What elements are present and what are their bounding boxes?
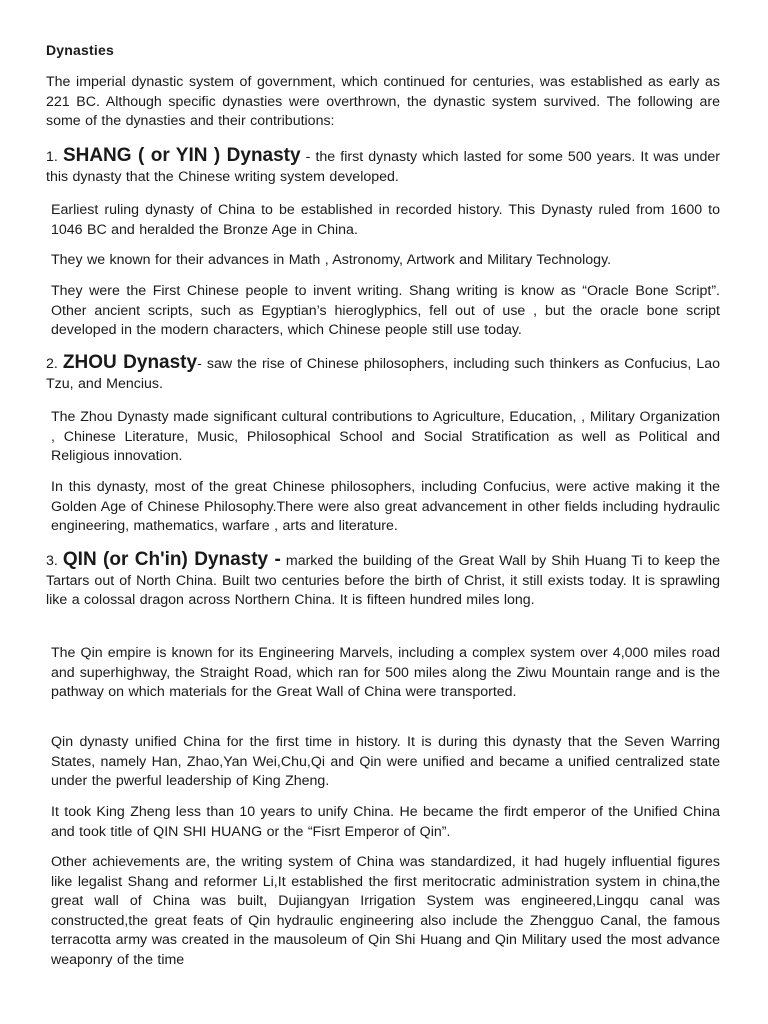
dynasty-number: 2. <box>46 356 58 372</box>
qin-paragraph-3: It took King Zheng less than 10 years to unify China. He became the firdt emperor of the Unified China and took title of QIN SHI HUANG or the “Fisrt Emperor of Qin”. <box>51 804 720 840</box>
dynasty-name: QIN (or Ch'in) Dynasty - <box>62 549 281 570</box>
dynasty-heading-shang <box>46 146 720 187</box>
dynasty-summary: - the first dynasty which lasted for some 500 years. It was under this dynasty that the Chinese writing system developed. <box>46 149 720 185</box>
qin-paragraph-2: Qin dynasty unified China for the first time in history. It is during this dynasty that the Seven Warring States, namely Han, Zhao,Yan Wei,Chu,Qi and Qin were unified and became a unified centralized state under the pwerful leadership of King Zheng. <box>51 734 720 789</box>
zhou-paragraph-1: The Zhou Dynasty made significant cultural contributions to Agriculture, Education, , Military Organization , Chinese Literature, Music, Philosophical School and Social Stratification as well as Political and Religious innovation. <box>51 409 720 464</box>
zhou-paragraph-2: In this dynasty, most of the great Chinese philosophers, including Confucius, were active making it the Golden Age of Chinese Philosophy.There were also great advancement in other fields including hydraulic engineering, mathematics, warfare , arts and literature. <box>51 479 720 534</box>
shang-paragraph-3: They were the First Chinese people to invent writing. Shang writing is know as “Oracle Bone Script”. Other ancient scripts, such as Egyptian’s hieroglyphics, fell out of use , but the oracle bone script developed in the modern characters, which Chinese people still use today. <box>51 283 720 338</box>
dynasty-heading-zhou <box>46 353 720 394</box>
dynasty-summary: - saw the rise of Chinese philosophers, including such thinkers as Confucius, Lao Tzu, and Mencius. <box>46 356 720 392</box>
shang-paragraph-2: They we known for their advances in Math , Astronomy, Artwork and Military Technology. <box>51 252 612 268</box>
shang-paragraph-1: Earliest ruling dynasty of China to be established in recorded history. This Dynasty ruled from 1600 to 1046 BC and heralded the Bronze Age in China. <box>51 202 720 238</box>
document-title: Dynasties <box>46 42 114 58</box>
dynasty-name: SHANG ( or YIN ) Dynasty <box>62 145 301 166</box>
dynasty-number: 3. <box>46 553 58 569</box>
dynasty-heading-qin <box>46 550 720 611</box>
dynasty-summary: marked the building of the Great Wall by Shih Huang Ti to keep the Tartars out of North China. Built two centuries before the birth of Christ, it still exists today. It is sprawling like a colossal dragon across Northern China. It is fifteen hundred miles long. <box>46 553 720 608</box>
qin-paragraph-1: The Qin empire is known for its Engineering Marvels, including a complex system over 4,000 miles road and superhighway, the Straight Road, which ran for 500 miles along the Ziwu Mountain range and is the pathway on which materials for the Great Wall of China were transported. <box>51 645 720 700</box>
dynasty-name: ZHOU Dynasty <box>62 352 198 373</box>
intro-paragraph: The imperial dynastic system of government, which continued for centuries, was established as early as 221 BC. Although specific dynasties were overthrown, the dynastic system survived. The following are some of the dynasties and their contributions: <box>46 74 720 129</box>
dynasty-number: 1. <box>46 149 58 165</box>
qin-paragraph-4: Other achievements are, the writing system of China was standardized, it had hugely influential figures like legalist Shang and reformer Li,It established the first meritocratic administration system in china,the great wall of China was built, Dujiangyan Irrigation System was engineered,Lingqu canal was constructed,the great feats of Qin hydraulic engineering also include the Zhengguo Canal, the famous terracotta army was created in the mausoleum of Qin Shi Huang and Qin Military used the most advance weaponry of the time <box>51 854 720 968</box>
